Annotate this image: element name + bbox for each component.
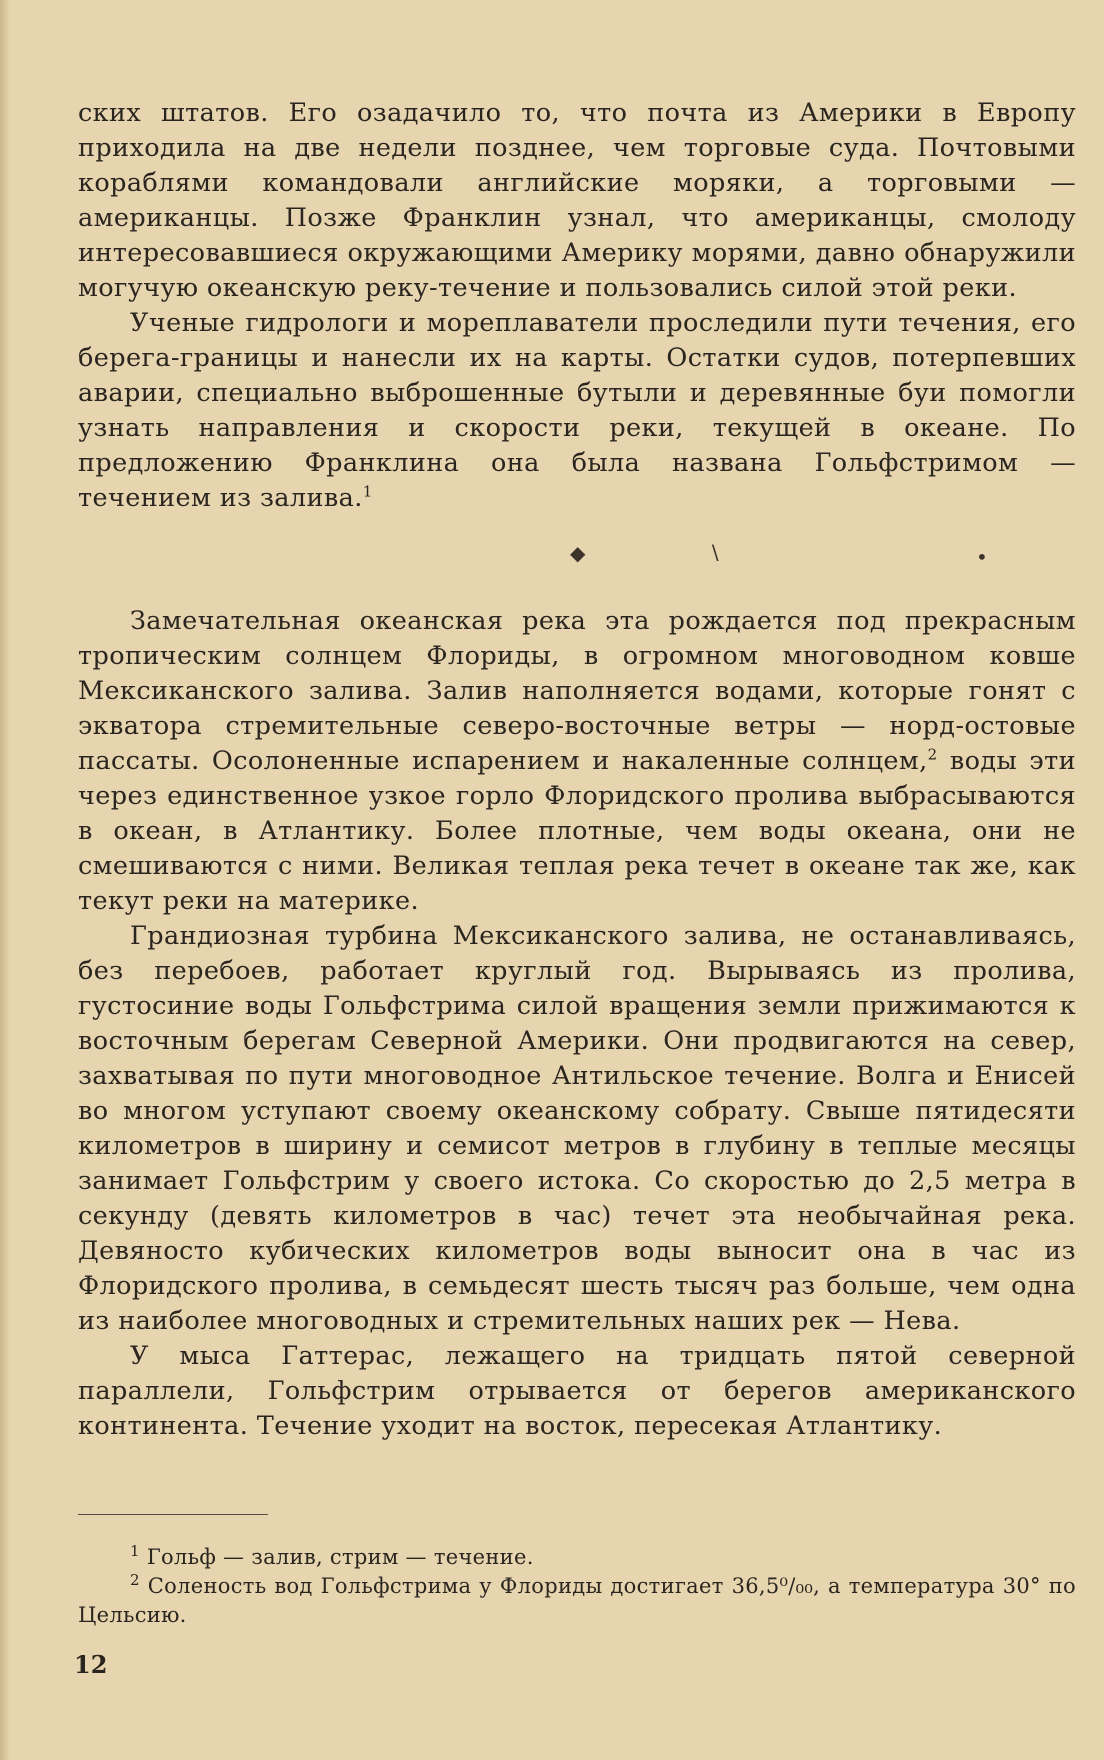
section-divider: [78, 516, 1076, 604]
footnote-ref-2[interactable]: 2: [927, 745, 938, 764]
paragraph-4-text: Грандиозная турбина Мексиканского залива, не останавливаясь, без перебоев, работает круглый год. Вырываясь из пролива, густосиние воды Гольфстрима силой вращения земли прижимаются к восточным берегам Северной Америки. Они продвигаются на север, захватывая по пути многоводное Антильское течение. Волга и Енисей во многом уступают своему океанскому собрату. Свыше пятидесяти километров в ширину и семисот метров в глубину в теплые месяцы занимает Гольфстрим у своего истока. Со скоростью до 2,5 метра в секунду (девять километров в час) течет эта необычайная река. Девяносто кубических километров воды выносит она в час из Флоридского пролива, в семьдесят шесть тысяч раз больше, чем одна из наиболее многоводных и стремительных наших рек — Нева.: [78, 921, 1076, 1336]
divider-mark-icon: ∖: [708, 541, 722, 565]
footnote-1-mark: 1: [130, 1542, 140, 1560]
footnote-2-mark: 2: [130, 1571, 140, 1589]
footnote-2-text: Соленость вод Гольфстрима у Флориды достигает 36,5⁰/₀₀, а температура 30° по Цельсию.: [78, 1574, 1076, 1627]
paragraph-5: [78, 1339, 1076, 1444]
paragraph-2-text: Ученые гидрологи и мореплаватели проследили пути течения, его берега-границы и нанесли их на карты. Остатки судов, потерпевших аварии, специально выброшенные бутыли и деревянные буи помогли узнать направления и скорости реки, текущей в океане. По предложению Франклина она была названа Гольфстримом — течением из залива.: [78, 308, 1076, 513]
divider-mark-icon: ◆: [570, 541, 586, 565]
paragraph-1: [78, 96, 1076, 306]
paragraph-3-text: Замечательная океанская река эта рождается под прекрасным тропическим солнцем Флориды, в огромном многоводном ковше Мексиканского залива. Залив наполняется водами, которые гонят с экватора стремительные северо-восточные ветры — норд-остовые пассаты. Осолоненные испарением и накаленные солнцем,: [78, 606, 1076, 776]
paragraph-4: [78, 919, 1076, 1339]
footnote-1-text: Гольф — залив, стрим — течение.: [146, 1545, 534, 1569]
paragraph-1-text: ских штатов. Его озадачило то, что почта из Америки в Европу приходила на две недели позднее, чем торговые суда. Почтовыми кораблями командовали английские моряки, а торговыми — американцы. Позже Франклин узнал, что американцы, смолоду интересовавшиеся окружающими Америку морями, давно обнаружили могучую океанскую реку-течение и пользовались силой этой реки.: [78, 98, 1076, 303]
divider-dot-icon: •: [976, 545, 989, 569]
body-text: [78, 96, 1076, 1444]
footnote-ref-1[interactable]: 1: [362, 482, 373, 501]
paragraph-3: [78, 604, 1076, 919]
paragraph-3-text-cont: воды эти через единственное узкое горло Флоридского пролива выбрасываются в океан, в Атлантику. Более плотные, чем воды океана, они не смешиваются с ними. Великая теплая река течет в океане так же, как текут реки на материке.: [78, 746, 1076, 916]
footnotes: [78, 1514, 1076, 1630]
paragraph-2: [78, 306, 1076, 516]
footnote-rule: [78, 1514, 268, 1515]
footnote-1: [78, 1543, 1076, 1572]
page-number: 12: [74, 1650, 108, 1679]
paragraph-5-text: У мыса Гаттерас, лежащего на тридцать пятой северной параллели, Гольфстрим отрывается от берегов американского континента. Течение уходит на восток, пересекая Атлантику.: [78, 1341, 1076, 1441]
footnote-2: [78, 1572, 1076, 1630]
